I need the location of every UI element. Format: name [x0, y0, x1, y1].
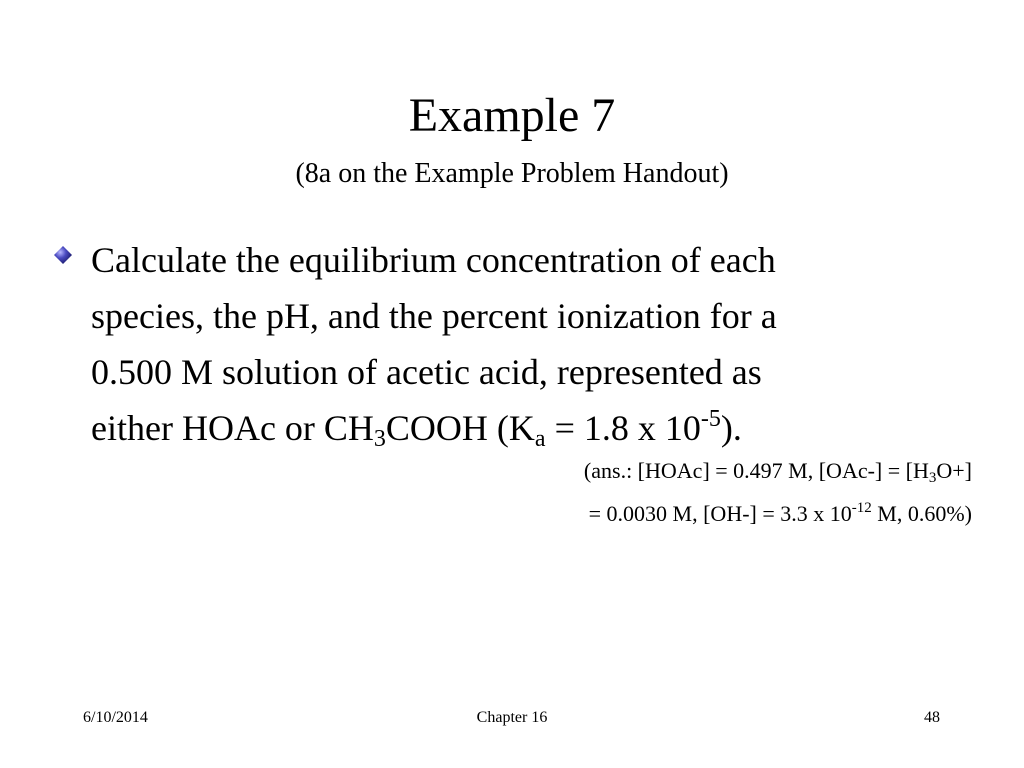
- answer-line-1-part-a: (ans.: [HOAc] = 0.497 M, [OAc-] = [H: [583, 458, 929, 483]
- superscript-exponent: -5: [700, 406, 721, 432]
- footer-date: 6/10/2014: [83, 709, 148, 726]
- subscript-3: 3: [373, 426, 386, 452]
- footer-page-number: 48: [924, 709, 940, 726]
- answer-subscript-3: 3: [928, 470, 937, 486]
- slide-title: Example 7: [408, 89, 616, 142]
- body-line-4-part-a: either HOAc or CH: [91, 408, 374, 448]
- answer-line-2: [272, 501, 972, 527]
- footer-chapter: Chapter 16: [476, 709, 548, 726]
- body-line-4: [91, 400, 991, 456]
- body-line-2: species, the pH, and the percent ionization for a: [91, 296, 777, 336]
- body-paragraph: [91, 232, 991, 456]
- answer-line-1-part-b: O+]: [936, 458, 972, 483]
- diamond-bullet-icon: [54, 246, 72, 264]
- body-line-3: 0.500 M solution of acetic acid, represented as: [91, 352, 762, 392]
- slide-subtitle: (8a on the Example Problem Handout): [295, 158, 729, 189]
- answer-superscript-exponent: -12: [851, 500, 872, 516]
- subscript-a: a: [534, 426, 546, 452]
- body-line-4-part-d: ).: [720, 408, 742, 448]
- answer-line-1: [272, 458, 972, 484]
- answer-line-2-part-a: = 0.0030 M, [OH-] = 3.3 x 10: [588, 501, 852, 526]
- body-line-1: Calculate the equilibrium concentration of each: [91, 240, 776, 280]
- answer-line-2-part-b: M, 0.60%): [871, 501, 972, 526]
- body-line-4-part-b: COOH (K: [385, 408, 535, 448]
- body-line-4-part-c: = 1.8 x 10: [545, 408, 701, 448]
